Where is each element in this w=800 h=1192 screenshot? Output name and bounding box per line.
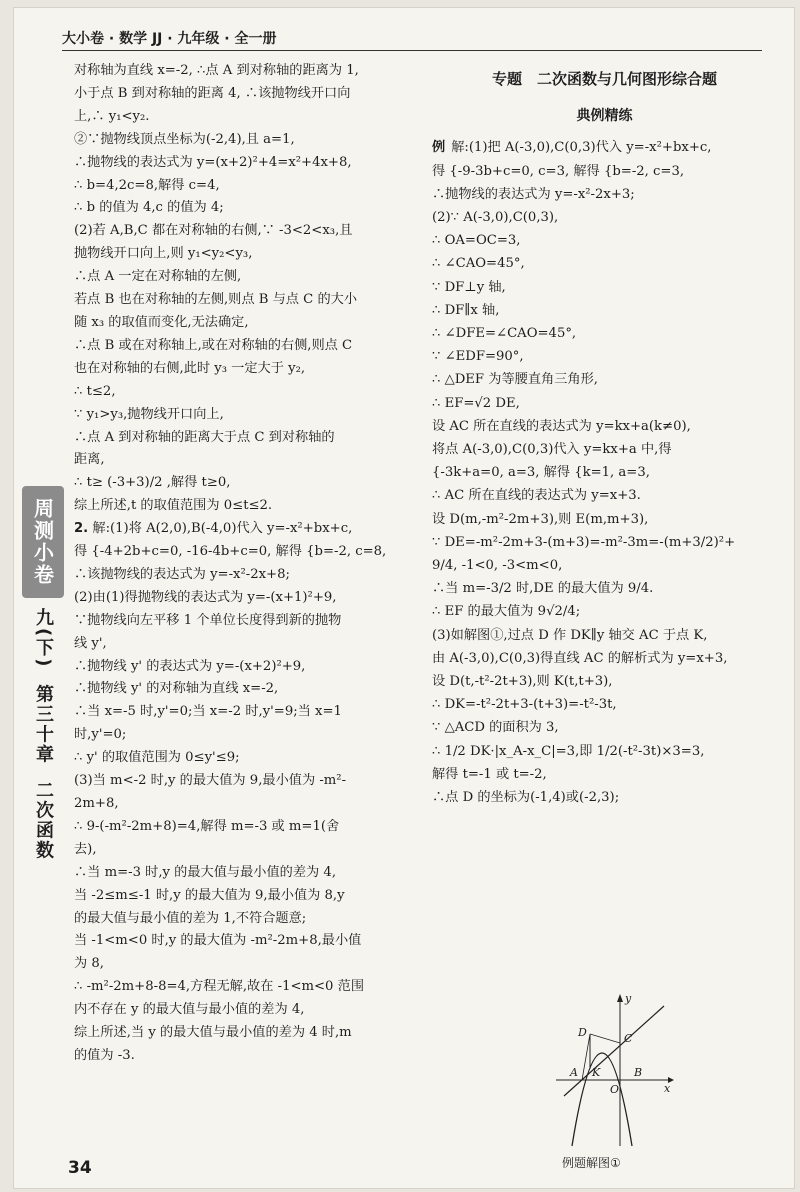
text-line: ∴ OA=OC=3,: [432, 233, 521, 249]
text-line: ∴ DK=-t²-2t+3-(t+3)=-t²-3t,: [432, 697, 617, 713]
solution-figure: [554, 990, 674, 1150]
text-line: ∴ t≥ (-3+3)/2 ,解得 t≥0,: [74, 475, 231, 491]
text-line: 的值为 -3.: [74, 1047, 135, 1063]
text-line: 上,∴ y₁<y₂.: [74, 108, 150, 124]
text-line: 时,y'=0;: [74, 727, 127, 743]
text-line: ∴当 m=-3 时,y 的最大值与最小值的差为 4,: [74, 864, 337, 880]
chapter-grade: 九(下): [33, 608, 54, 669]
label-a: A: [570, 1066, 578, 1079]
question-number: 2.: [74, 521, 89, 537]
text-line: ∴ b=4,2c=8,解得 c=4,: [74, 177, 220, 193]
text-line: ②∵抛物线顶点坐标为(-2,4),且 a=1,: [74, 131, 295, 147]
text-line: ∴ ∠DFE=∠CAO=45°,: [432, 326, 577, 342]
label-y: y: [625, 992, 632, 1005]
text-line: 解:(1)把 A(-3,0),C(0,3)代入 y=-x²+bx+c,: [451, 140, 712, 156]
chapter-name: 二次函数: [33, 780, 54, 861]
text-line: (2)由(1)得抛物线的表达式为 y=-(x+1)²+9,: [74, 589, 337, 605]
text-line: 得 {-9-3b+c=0, c=3, 解得 {b=-2, c=3,: [432, 163, 685, 179]
label-c: C: [624, 1032, 633, 1045]
text-line: 小于点 B 到对称轴的距离 4, ∴该抛物线开口向: [74, 85, 351, 101]
text-line: ∴ -m²-2m+8-8=4,方程无解,故在 -1<m<0 范围: [74, 979, 365, 995]
text-line: ∴ △DEF 为等腰直角三角形,: [432, 372, 598, 388]
text-line: ∴点 A 到对称轴的距离大于点 C 到对称轴的: [74, 429, 335, 445]
text-line: ∴ y' 的取值范围为 0≤y'≤9;: [74, 750, 240, 766]
text-line: 若点 B 也在对称轴的左侧,则点 B 与点 C 的大小: [74, 292, 358, 308]
text-line: 去),: [74, 841, 97, 857]
text-line: 当 -2≤m≤-1 时,y 的最大值为 9,最小值为 8,y: [74, 887, 345, 903]
text-line: ∴ 9-(-m²-2m+8)=4,解得 m=-3 或 m=1(舍: [74, 818, 340, 834]
text-line: ∵ ∠EDF=90°,: [432, 349, 524, 365]
text-line: ∴ ∠CAO=45°,: [432, 256, 525, 272]
y-axis-arrow: [617, 994, 623, 1002]
text-line: ∴点 B 或在对称轴上,或在对称轴的右侧,则点 C: [74, 337, 353, 353]
label-b: B: [634, 1066, 643, 1079]
text-line: ∴ EF 的最大值为 9√2/4;: [432, 604, 581, 620]
text-line: ∴抛物线的表达式为 y=(x+2)²+4=x²+4x+8,: [74, 154, 352, 170]
text-line: 9/4, -1<0, -3<m<0,: [432, 558, 563, 574]
right-column: [432, 68, 777, 809]
section-title: 典例精练: [576, 108, 633, 125]
text-line: 设 D(m,-m²-2m+3),则 E(m,m+3),: [432, 511, 649, 527]
chapter-side-label: [28, 608, 58, 860]
text-line: 综上所述,当 y 的最大值与最小值的差为 4 时,m: [74, 1025, 352, 1041]
text-line: 解得 t=-1 或 t=-2,: [432, 766, 547, 782]
text-line: 线 y',: [74, 635, 107, 651]
text-line: ∵ △ACD 的面积为 3,: [432, 720, 559, 736]
text-line: 随 x₃ 的取值而变化,无法确定,: [74, 314, 249, 330]
label-o: O: [610, 1083, 620, 1096]
text-line: ∴ b 的值为 4,c 的值为 4;: [74, 200, 224, 216]
text-line: ∴当 x=-5 时,y'=0;当 x=-2 时,y'=9;当 x=1: [74, 704, 342, 720]
example-tag: 例: [432, 140, 446, 156]
example-start: [432, 136, 777, 159]
text-line: ∴抛物线 y' 的表达式为 y=-(x+2)²+9,: [74, 658, 306, 674]
text-line: ∵ y₁>y₃,抛物线开口向上,: [74, 406, 224, 422]
text-line: ∴ DF∥x 轴,: [432, 302, 500, 318]
text-line: (2)∵ A(-3,0),C(0,3),: [432, 210, 559, 226]
parabola-diagram: [554, 990, 674, 1150]
text-line: 设 AC 所在直线的表达式为 y=kx+a(k≠0),: [432, 418, 691, 434]
text-line: ∵ DE=-m²-2m+3-(m+3)=-m²-3m=-(m+3/2)²+: [432, 534, 736, 550]
text-line: (3)如解图①,过点 D 作 DK∥y 轴交 AC 于点 K,: [432, 627, 708, 643]
topic-title: 专题 二次函数与几何图形综合题: [491, 70, 717, 88]
text-line: (2)若 A,B,C 都在对称轴的右侧,∵ -3<2<x₃,且: [74, 223, 353, 239]
text-line: 为 8,: [74, 956, 104, 972]
text-line: ∴ EF=√2 DE,: [432, 395, 520, 411]
parabola-curve: [572, 1053, 632, 1146]
text-line: 也在对称轴的右侧,此时 y₃ 一定大于 y₂,: [74, 360, 306, 376]
text-line: 由 A(-3,0),C(0,3)得直线 AC 的解析式为 y=x+3,: [432, 650, 728, 666]
weekly-test-tab: 周测小卷: [22, 486, 64, 598]
label-k: K: [592, 1066, 601, 1079]
running-header: 大小卷 · 数学 JJ · 九年级 · 全一册: [62, 28, 762, 51]
text-line: 内不存在 y 的最大值与最小值的差为 4,: [74, 1002, 305, 1018]
page: [14, 8, 794, 1188]
text-line: (3)当 m<-2 时,y 的最大值为 9,最小值为 -m²-: [74, 773, 347, 789]
text-line: ∴抛物线 y' 的对称轴为直线 x=-2,: [74, 681, 279, 697]
text-line: 得 {-4+2b+c=0, -16-4b+c=0, 解得 {b=-2, c=8,: [74, 544, 387, 560]
label-x: x: [664, 1082, 671, 1095]
text-line: 将点 A(-3,0),C(0,3)代入 y=kx+a 中,得: [432, 442, 672, 458]
text-line: ∵抛物线向左平移 1 个单位长度得到新的抛物: [74, 612, 342, 628]
text-line: 抛物线开口向上,则 y₁<y₂<y₃,: [74, 246, 253, 262]
text-line: 2m+8,: [74, 796, 119, 811]
text-line: ∴点 D 的坐标为(-1,4)或(-2,3);: [432, 790, 620, 806]
figure-caption: 例题解图①: [562, 1156, 621, 1170]
text-line: ∴该抛物线的表达式为 y=-x²-2x+8;: [74, 566, 290, 582]
page-number: 34: [68, 1158, 92, 1178]
segment-dc: [590, 1034, 620, 1043]
text-line: 对称轴为直线 x=-2, ∴点 A 到对称轴的距离为 1,: [74, 63, 359, 78]
text-line: ∴点 A 一定在对称轴的左侧,: [74, 269, 242, 285]
text-line: ∴ t≤2,: [74, 383, 116, 399]
text-line: ∴抛物线的表达式为 y=-x²-2x+3;: [432, 186, 635, 202]
text-line: 的最大值与最小值的差为 1,不符合题意;: [74, 910, 307, 926]
text-line: ∴ 1/2 DK·|x_A-x_C|=3,即 1/2(-t²-3t)×3=3,: [432, 743, 705, 759]
question-2-start: [74, 518, 414, 541]
text-line: 当 -1<m<0 时,y 的最大值为 -m²-2m+8,最小值: [74, 933, 362, 949]
text-line: ∴当 m=-3/2 时,DE 的最大值为 9/4.: [432, 581, 654, 597]
left-column: [74, 60, 414, 1068]
text-line: 解:(1)将 A(2,0),B(-4,0)代入 y=-x²+bx+c,: [92, 521, 353, 537]
text-line: 设 D(t,-t²-2t+3),则 K(t,t+3),: [432, 674, 613, 690]
chapter-number: 第三十章: [33, 684, 54, 765]
text-line: ∴ AC 所在直线的表达式为 y=x+3.: [432, 488, 641, 504]
text-line: ∵ DF⊥y 轴,: [432, 279, 506, 295]
text-line: 综上所述,t 的取值范围为 0≤t≤2.: [74, 498, 273, 514]
label-d: D: [578, 1026, 587, 1039]
text-line: {-3k+a=0, a=3, 解得 {k=1, a=3,: [432, 465, 650, 481]
text-line: 距离,: [74, 452, 105, 468]
